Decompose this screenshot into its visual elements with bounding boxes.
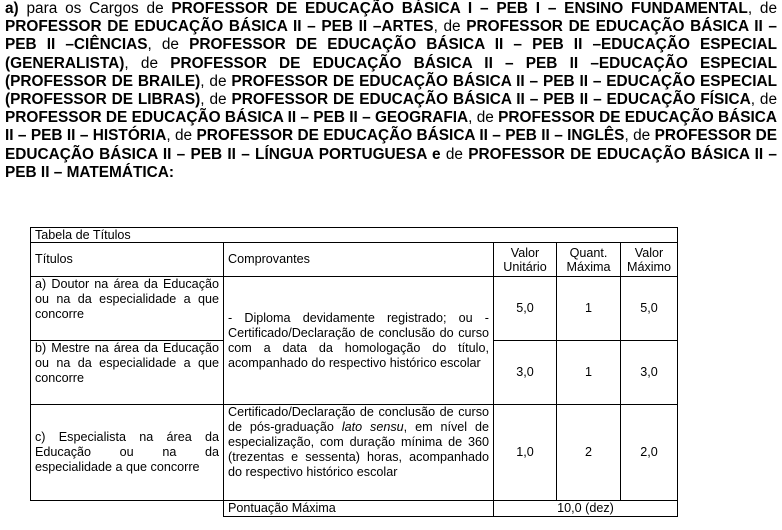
- header-titulos: Títulos: [31, 243, 224, 277]
- paragraph-text: , de: [200, 91, 232, 109]
- paragraph-text: , de: [124, 54, 171, 72]
- cargo-name: PROFESSOR DE EDUCAÇÃO BÁSICA II – PEB II –CIÊNCIAS: [5, 18, 777, 54]
- valor-unitario: 1,0: [494, 405, 557, 501]
- comprovante-text: , em nível de especialização, com duração mínima de 360 (trezentas e sessenta) horas, acompanhado do respectivo histórico escolar: [228, 420, 489, 479]
- pontuacao-maxima-label: Pontuação Máxima: [224, 501, 494, 517]
- table-caption: Tabela de Títulos: [31, 228, 678, 243]
- titulo-mestre: b) Mestre na área da Educação ou na da especialidade a que concorre: [31, 341, 224, 405]
- table-row: [31, 405, 678, 501]
- paragraph-text: de: [440, 145, 469, 163]
- paragraph-text: , de: [200, 72, 232, 90]
- valor-unitario: 5,0: [494, 277, 557, 341]
- comprovante-diploma: - Diploma devidamente registrado; ou - Certificado/Declaração de conclusão do curso com a data da homologação do título, acompanhado do respectivo histórico escolar: [224, 277, 494, 405]
- table-row: [31, 277, 678, 341]
- paragraph-text: , de: [433, 18, 467, 36]
- cargo-name: PROFESSOR DE EDUCAÇÃO BÁSICA II – PEB II –EDUCAÇÃO ESPECIAL (PROFESSOR DE BRAILE): [5, 54, 777, 90]
- table-footer-row: [31, 501, 678, 517]
- valor-unitario: 3,0: [494, 341, 557, 405]
- comprovante-italic: lato sensu: [341, 420, 404, 434]
- header-quant-maxima: [557, 243, 621, 277]
- header-line: Valor: [510, 245, 540, 260]
- titles-table: [30, 227, 678, 517]
- paragraph-text: , de: [624, 127, 655, 145]
- header-line: Máxima: [566, 259, 611, 274]
- titulo-especialista: c) Especialista na área da Educação ou na da especialidade a que concorre: [31, 405, 224, 501]
- header-valor-unitario: [494, 243, 557, 277]
- comprovante-text: Certificado/Declaração de conclusão de curso de pós-graduação: [228, 405, 489, 434]
- header-line: Máximo: [626, 259, 672, 274]
- intro-paragraph: [5, 0, 777, 182]
- header-line: Unitário: [503, 259, 547, 274]
- item-letter: a): [5, 0, 19, 17]
- cargo-name: PROFESSOR DE EDUCAÇÃO BÁSICA II – PEB II –EDUCAÇÃO ESPECIAL (GENERALISTA): [5, 36, 777, 72]
- cargo-name: PROFESSOR DE EDUCAÇÃO BÁSICA II – PEB II –ARTES: [5, 18, 434, 36]
- cargo-name: PROFESSOR DE EDUCAÇÃO BÁSICA II – PEB II – MATEMÁTICA:: [5, 145, 777, 181]
- header-valor-maximo: [621, 243, 678, 277]
- quant-maxima: 1: [557, 277, 621, 341]
- paragraph-text: para os Cargos de: [18, 0, 172, 17]
- valor-maximo: 2,0: [621, 405, 678, 501]
- valor-maximo: 3,0: [621, 341, 678, 405]
- titulo-doutor: a) Doutor na área da Educação ou na da especialidade a que concorre: [31, 277, 224, 341]
- paragraph-text: , de: [750, 91, 777, 109]
- cargo-name: PROFESSOR DE EDUCAÇÃO BÁSICA II – PEB II – LÍNGUA PORTUGUESA e: [5, 127, 777, 163]
- header-line: Valor: [634, 245, 664, 260]
- paragraph-text: , de: [166, 127, 197, 145]
- valor-maximo: 5,0: [621, 277, 678, 341]
- cargo-name: PROFESSOR DE EDUCAÇÃO BÁSICA II – PEB II – HISTÓRIA: [5, 109, 777, 145]
- pontuacao-maxima-value: 10,0 (dez): [494, 501, 678, 517]
- cargo-name: PROFESSOR DE EDUCAÇÃO BÁSICA II – PEB II – EDUCAÇÃO ESPECIAL (PROFESSOR DE LIBRAS): [5, 72, 778, 109]
- paragraph-text: , de: [747, 0, 778, 17]
- paragraph-text: , de: [147, 36, 190, 54]
- header-line: Quant.: [569, 245, 608, 260]
- quant-maxima: 1: [557, 341, 621, 405]
- empty-cell: [31, 501, 224, 517]
- cargo-name: PROFESSOR DE EDUCAÇÃO BÁSICA II – PEB II – INGLÊS: [196, 127, 625, 145]
- cargo-name: PROFESSOR DE EDUCAÇÃO BÁSICA I – PEB I – ENSINO FUNDAMENTAL: [171, 0, 748, 17]
- cargo-name: PROFESSOR DE EDUCAÇÃO BÁSICA II – PEB II – GEOGRAFIA: [5, 109, 469, 127]
- paragraph-text: , de: [468, 109, 499, 127]
- quant-maxima: 2: [557, 405, 621, 501]
- cargo-name: PROFESSOR DE EDUCAÇÃO BÁSICA II – PEB II – EDUCAÇÃO FÍSICA: [231, 91, 751, 109]
- comprovante-especializacao: [224, 405, 494, 501]
- header-comprovantes: Comprovantes: [224, 243, 494, 277]
